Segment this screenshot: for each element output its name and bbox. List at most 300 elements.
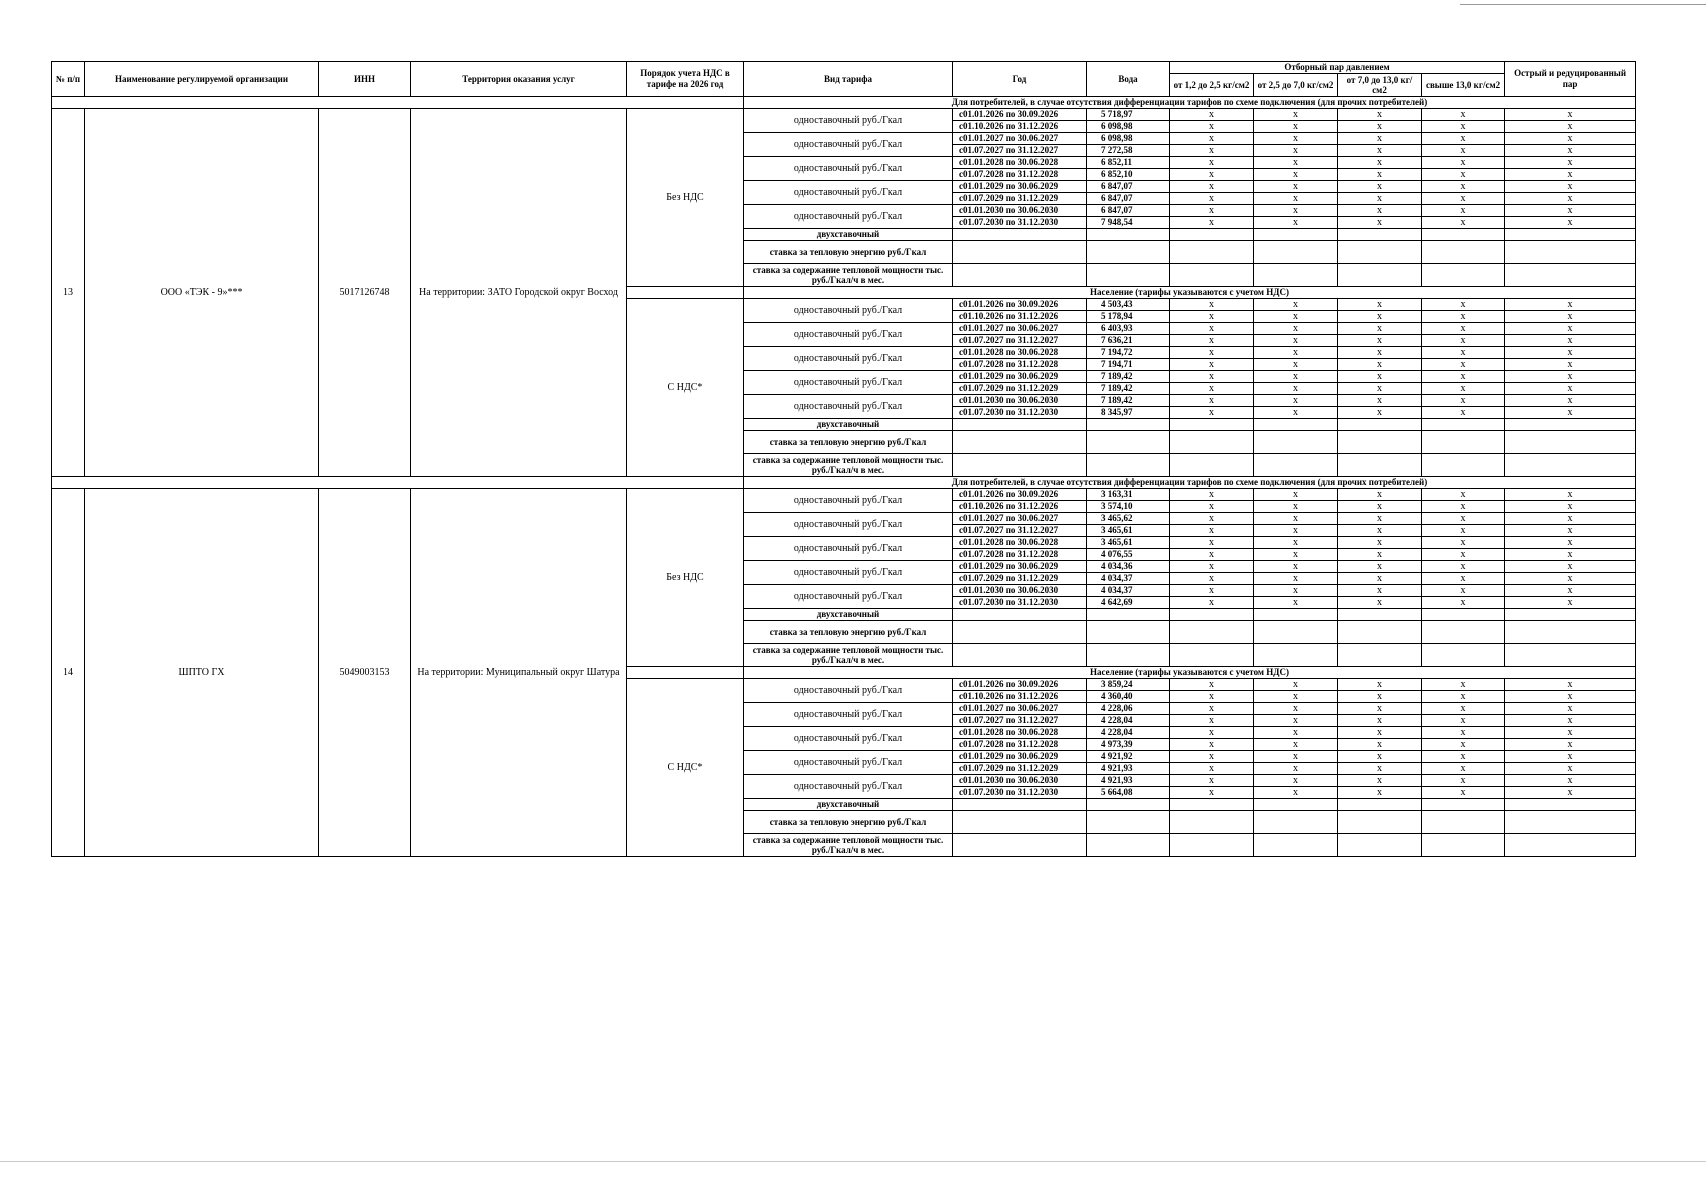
not-applicable-mark: x: [1422, 763, 1505, 775]
not-applicable-mark: x: [1422, 157, 1505, 169]
empty-cell: [1422, 454, 1505, 477]
not-applicable-mark: x: [1422, 537, 1505, 549]
not-applicable-mark: x: [1338, 597, 1422, 609]
not-applicable-mark: x: [1170, 703, 1254, 715]
not-applicable-mark: x: [1254, 395, 1338, 407]
org-territory: На территории: ЗАТО Городской округ Восход: [411, 109, 627, 477]
not-applicable-mark: x: [1170, 763, 1254, 775]
band-spacer: [627, 287, 744, 299]
not-applicable-mark: x: [1254, 703, 1338, 715]
period: с01.01.2029 по 30.06.2029: [953, 181, 1087, 193]
not-applicable-mark: x: [1505, 739, 1636, 751]
empty-cell: [1170, 454, 1254, 477]
water-value: 3 465,61: [1087, 525, 1170, 537]
empty-cell: [1505, 609, 1636, 621]
not-applicable-mark: x: [1254, 109, 1338, 121]
empty-cell: [1338, 609, 1422, 621]
water-value: 6 847,07: [1087, 193, 1170, 205]
not-applicable-mark: x: [1254, 383, 1338, 395]
tariff-type-one-rate: одноставочный руб./Гкал: [744, 775, 953, 799]
not-applicable-mark: x: [1170, 109, 1254, 121]
tariff-sheet: [51, 61, 1635, 857]
empty-cell: [953, 431, 1087, 454]
not-applicable-mark: x: [1422, 525, 1505, 537]
not-applicable-mark: x: [1505, 489, 1636, 501]
water-value: 7 272,58: [1087, 145, 1170, 157]
not-applicable-mark: x: [1170, 395, 1254, 407]
tariff-type-energy-rate: ставка за тепловую энергию руб./Гкал: [744, 621, 953, 644]
water-value: 3 163,31: [1087, 489, 1170, 501]
empty-cell: [1254, 419, 1338, 431]
not-applicable-mark: x: [1170, 691, 1254, 703]
not-applicable-mark: x: [1254, 751, 1338, 763]
water-value: 4 076,55: [1087, 549, 1170, 561]
not-applicable-mark: x: [1254, 299, 1338, 311]
empty-cell: [1422, 621, 1505, 644]
not-applicable-mark: x: [1338, 775, 1422, 787]
not-applicable-mark: x: [1170, 739, 1254, 751]
empty-cell: [953, 621, 1087, 644]
water-value: 5 718,97: [1087, 109, 1170, 121]
water-value: 7 194,71: [1087, 359, 1170, 371]
water-value: 7 948,54: [1087, 217, 1170, 229]
not-applicable-mark: x: [1254, 597, 1338, 609]
not-applicable-mark: x: [1422, 121, 1505, 133]
tariff-type-one-rate: одноставочный руб./Гкал: [744, 205, 953, 229]
empty-cell: [1505, 454, 1636, 477]
band-spacer: [52, 477, 744, 489]
empty-cell: [953, 799, 1087, 811]
not-applicable-mark: x: [1422, 727, 1505, 739]
not-applicable-mark: x: [1505, 133, 1636, 145]
empty-cell: [1338, 644, 1422, 667]
period: с01.01.2030 по 30.06.2030: [953, 585, 1087, 597]
empty-cell: [1422, 609, 1505, 621]
tariff-type-capacity-rate: ставка за содержание тепловой мощности тыс. руб./Гкал/ч в мес.: [744, 264, 953, 287]
empty-cell: [1170, 834, 1254, 857]
period: с01.10.2026 по 31.12.2026: [953, 501, 1087, 513]
header-pressure-3: от 7,0 до 13,0 кг/см2: [1338, 74, 1422, 97]
water-value: 6 852,10: [1087, 169, 1170, 181]
tariff-type-one-rate: одноставочный руб./Гкал: [744, 395, 953, 419]
empty-cell: [1087, 799, 1170, 811]
not-applicable-mark: x: [1505, 359, 1636, 371]
not-applicable-mark: x: [1422, 323, 1505, 335]
empty-cell: [1505, 621, 1636, 644]
water-value: 6 403,93: [1087, 323, 1170, 335]
not-applicable-mark: x: [1254, 335, 1338, 347]
header-steam-group: Отборный пар давлением: [1170, 62, 1505, 74]
empty-cell: [1422, 834, 1505, 857]
not-applicable-mark: x: [1254, 525, 1338, 537]
not-applicable-mark: x: [1505, 323, 1636, 335]
not-applicable-mark: x: [1422, 371, 1505, 383]
not-applicable-mark: x: [1254, 193, 1338, 205]
not-applicable-mark: x: [1170, 585, 1254, 597]
period: с01.07.2030 по 31.12.2030: [953, 787, 1087, 799]
water-value: 7 189,42: [1087, 371, 1170, 383]
header-inn: ИНН: [319, 62, 411, 97]
period: с01.07.2027 по 31.12.2027: [953, 715, 1087, 727]
empty-cell: [1254, 264, 1338, 287]
not-applicable-mark: x: [1505, 299, 1636, 311]
not-applicable-mark: x: [1338, 169, 1422, 181]
empty-cell: [1170, 609, 1254, 621]
empty-cell: [1338, 241, 1422, 264]
not-applicable-mark: x: [1254, 359, 1338, 371]
water-value: 6 098,98: [1087, 133, 1170, 145]
water-value: 4 921,93: [1087, 763, 1170, 775]
band-row-other: [52, 97, 1636, 109]
period: с01.01.2028 по 30.06.2028: [953, 157, 1087, 169]
period: с01.01.2030 по 30.06.2030: [953, 395, 1087, 407]
not-applicable-mark: x: [1338, 763, 1422, 775]
not-applicable-mark: x: [1170, 335, 1254, 347]
not-applicable-mark: x: [1505, 395, 1636, 407]
period: с01.01.2026 по 30.09.2026: [953, 679, 1087, 691]
not-applicable-mark: x: [1254, 727, 1338, 739]
header-territory: Территория оказания услуг: [411, 62, 627, 97]
not-applicable-mark: x: [1338, 679, 1422, 691]
period: с01.01.2026 по 30.09.2026: [953, 489, 1087, 501]
not-applicable-mark: x: [1170, 181, 1254, 193]
not-applicable-mark: x: [1338, 751, 1422, 763]
tariff-type-two-rate: двухставочный: [744, 419, 953, 431]
not-applicable-mark: x: [1338, 109, 1422, 121]
not-applicable-mark: x: [1338, 561, 1422, 573]
not-applicable-mark: x: [1170, 145, 1254, 157]
tariff-type-one-rate: одноставочный руб./Гкал: [744, 727, 953, 751]
header-sharp-steam: Острый и редуцированный пар: [1505, 62, 1636, 97]
water-value: 4 360,40: [1087, 691, 1170, 703]
empty-cell: [1254, 811, 1338, 834]
tariff-type-one-rate: одноставочный руб./Гкал: [744, 133, 953, 157]
empty-cell: [1422, 241, 1505, 264]
not-applicable-mark: x: [1254, 775, 1338, 787]
not-applicable-mark: x: [1254, 133, 1338, 145]
empty-cell: [1338, 419, 1422, 431]
tariff-type-one-rate: одноставочный руб./Гкал: [744, 157, 953, 181]
not-applicable-mark: x: [1422, 751, 1505, 763]
not-applicable-mark: x: [1338, 157, 1422, 169]
tariff-type-one-rate: одноставочный руб./Гкал: [744, 561, 953, 585]
not-applicable-mark: x: [1254, 217, 1338, 229]
not-applicable-mark: x: [1338, 727, 1422, 739]
header-tariff-type: Вид тарифа: [744, 62, 953, 97]
header-pressure-1: от 1,2 до 2,5 кг/см2: [1170, 74, 1254, 97]
not-applicable-mark: x: [1170, 597, 1254, 609]
tariff-type-two-rate: двухставочный: [744, 229, 953, 241]
not-applicable-mark: x: [1422, 513, 1505, 525]
not-applicable-mark: x: [1170, 205, 1254, 217]
not-applicable-mark: x: [1422, 489, 1505, 501]
water-value: 4 034,37: [1087, 573, 1170, 585]
not-applicable-mark: x: [1505, 157, 1636, 169]
not-applicable-mark: x: [1170, 561, 1254, 573]
header-org: Наименование регулируемой организации: [85, 62, 319, 97]
empty-cell: [1338, 834, 1422, 857]
water-value: 4 642,69: [1087, 597, 1170, 609]
period: с01.01.2029 по 30.06.2029: [953, 751, 1087, 763]
not-applicable-mark: x: [1170, 549, 1254, 561]
not-applicable-mark: x: [1505, 311, 1636, 323]
water-value: 3 859,24: [1087, 679, 1170, 691]
water-value: 7 189,42: [1087, 395, 1170, 407]
water-value: 4 034,37: [1087, 585, 1170, 597]
not-applicable-mark: x: [1254, 489, 1338, 501]
not-applicable-mark: x: [1170, 715, 1254, 727]
not-applicable-mark: x: [1422, 407, 1505, 419]
not-applicable-mark: x: [1422, 205, 1505, 217]
period: с01.10.2026 по 31.12.2026: [953, 311, 1087, 323]
not-applicable-mark: x: [1338, 691, 1422, 703]
not-applicable-mark: x: [1170, 513, 1254, 525]
period: с01.07.2029 по 31.12.2029: [953, 763, 1087, 775]
water-value: 3 465,62: [1087, 513, 1170, 525]
empty-cell: [1338, 229, 1422, 241]
water-value: 4 228,04: [1087, 715, 1170, 727]
tariff-type-one-rate: одноставочный руб./Гкал: [744, 347, 953, 371]
vat-order-without: Без НДС: [627, 489, 744, 667]
not-applicable-mark: x: [1338, 217, 1422, 229]
header-vat-order: Порядок учета НДС в тарифе на 2026 год: [627, 62, 744, 97]
not-applicable-mark: x: [1338, 703, 1422, 715]
tariff-type-one-rate: одноставочный руб./Гкал: [744, 489, 953, 513]
not-applicable-mark: x: [1170, 573, 1254, 585]
period: с01.10.2026 по 31.12.2026: [953, 691, 1087, 703]
empty-cell: [1254, 799, 1338, 811]
not-applicable-mark: x: [1505, 513, 1636, 525]
not-applicable-mark: x: [1422, 311, 1505, 323]
not-applicable-mark: x: [1422, 193, 1505, 205]
not-applicable-mark: x: [1505, 193, 1636, 205]
scan-artifact-bottom: [0, 1161, 1706, 1162]
not-applicable-mark: x: [1338, 573, 1422, 585]
tariff-type-one-rate: одноставочный руб./Гкал: [744, 323, 953, 347]
period: с01.01.2027 по 30.06.2027: [953, 703, 1087, 715]
empty-cell: [1254, 609, 1338, 621]
not-applicable-mark: x: [1254, 181, 1338, 193]
not-applicable-mark: x: [1170, 537, 1254, 549]
empty-cell: [1422, 229, 1505, 241]
not-applicable-mark: x: [1254, 323, 1338, 335]
water-value: 4 921,93: [1087, 775, 1170, 787]
empty-cell: [1170, 419, 1254, 431]
not-applicable-mark: x: [1505, 751, 1636, 763]
empty-cell: [1087, 431, 1170, 454]
period: с01.01.2029 по 30.06.2029: [953, 371, 1087, 383]
not-applicable-mark: x: [1422, 169, 1505, 181]
not-applicable-mark: x: [1505, 383, 1636, 395]
org-name: ШПТО ГХ: [85, 489, 319, 857]
water-value: 4 973,39: [1087, 739, 1170, 751]
not-applicable-mark: x: [1254, 549, 1338, 561]
band-spacer: [52, 97, 744, 109]
not-applicable-mark: x: [1254, 169, 1338, 181]
not-applicable-mark: x: [1505, 691, 1636, 703]
not-applicable-mark: x: [1254, 679, 1338, 691]
not-applicable-mark: x: [1254, 145, 1338, 157]
water-value: 4 034,36: [1087, 561, 1170, 573]
water-value: 7 189,42: [1087, 383, 1170, 395]
not-applicable-mark: x: [1338, 739, 1422, 751]
empty-cell: [1338, 621, 1422, 644]
period: с01.07.2027 по 31.12.2027: [953, 145, 1087, 157]
period: с01.07.2027 по 31.12.2027: [953, 525, 1087, 537]
org-inn: 5017126748: [319, 109, 411, 477]
empty-cell: [1087, 454, 1170, 477]
not-applicable-mark: x: [1170, 217, 1254, 229]
empty-cell: [1170, 799, 1254, 811]
water-value: 4 228,04: [1087, 727, 1170, 739]
not-applicable-mark: x: [1505, 109, 1636, 121]
period: с01.07.2029 по 31.12.2029: [953, 193, 1087, 205]
not-applicable-mark: x: [1505, 775, 1636, 787]
tariff-type-two-rate: двухставочный: [744, 799, 953, 811]
not-applicable-mark: x: [1422, 679, 1505, 691]
tariff-type-one-rate: одноставочный руб./Гкал: [744, 585, 953, 609]
empty-cell: [1254, 834, 1338, 857]
not-applicable-mark: x: [1170, 489, 1254, 501]
not-applicable-mark: x: [1170, 787, 1254, 799]
empty-cell: [1170, 811, 1254, 834]
not-applicable-mark: x: [1505, 549, 1636, 561]
empty-cell: [1505, 811, 1636, 834]
not-applicable-mark: x: [1505, 703, 1636, 715]
not-applicable-mark: x: [1422, 715, 1505, 727]
water-value: 4 921,92: [1087, 751, 1170, 763]
empty-cell: [1254, 241, 1338, 264]
period: с01.01.2027 по 30.06.2027: [953, 323, 1087, 335]
not-applicable-mark: x: [1254, 121, 1338, 133]
tariff-type-one-rate: одноставочный руб./Гкал: [744, 371, 953, 395]
not-applicable-mark: x: [1422, 787, 1505, 799]
empty-cell: [953, 644, 1087, 667]
water-value: 6 847,07: [1087, 205, 1170, 217]
not-applicable-mark: x: [1338, 395, 1422, 407]
not-applicable-mark: x: [1505, 347, 1636, 359]
tariff-type-one-rate: одноставочный руб./Гкал: [744, 751, 953, 775]
empty-cell: [1254, 454, 1338, 477]
tariff-type-one-rate: одноставочный руб./Гкал: [744, 703, 953, 727]
header-pressure-4: свыше 13,0 кг/см2: [1422, 74, 1505, 97]
not-applicable-mark: x: [1170, 323, 1254, 335]
water-value: 6 852,11: [1087, 157, 1170, 169]
not-applicable-mark: x: [1505, 585, 1636, 597]
not-applicable-mark: x: [1422, 145, 1505, 157]
period: с01.01.2028 по 30.06.2028: [953, 537, 1087, 549]
period: с01.01.2030 по 30.06.2030: [953, 205, 1087, 217]
not-applicable-mark: x: [1170, 299, 1254, 311]
band-label: Население (тарифы указываются с учетом НДС): [744, 287, 1636, 299]
not-applicable-mark: x: [1338, 359, 1422, 371]
empty-cell: [1087, 609, 1170, 621]
not-applicable-mark: x: [1505, 181, 1636, 193]
period: с01.01.2027 по 30.06.2027: [953, 513, 1087, 525]
period: с01.07.2030 по 31.12.2030: [953, 407, 1087, 419]
empty-cell: [953, 834, 1087, 857]
tariff-type-one-rate: одноставочный руб./Гкал: [744, 679, 953, 703]
not-applicable-mark: x: [1254, 371, 1338, 383]
period: с01.01.2028 по 30.06.2028: [953, 727, 1087, 739]
not-applicable-mark: x: [1338, 513, 1422, 525]
not-applicable-mark: x: [1422, 573, 1505, 585]
not-applicable-mark: x: [1505, 715, 1636, 727]
band-spacer: [627, 667, 744, 679]
vat-order-with: С НДС*: [627, 299, 744, 477]
not-applicable-mark: x: [1422, 585, 1505, 597]
not-applicable-mark: x: [1254, 537, 1338, 549]
not-applicable-mark: x: [1338, 585, 1422, 597]
not-applicable-mark: x: [1422, 299, 1505, 311]
tariff-row: [52, 489, 1636, 501]
not-applicable-mark: x: [1422, 347, 1505, 359]
not-applicable-mark: x: [1254, 513, 1338, 525]
header-pressure-2: от 2,5 до 7,0 кг/см2: [1254, 74, 1338, 97]
empty-cell: [1087, 811, 1170, 834]
not-applicable-mark: x: [1422, 501, 1505, 513]
org-territory: На территории: Муниципальный округ Шатура: [411, 489, 627, 857]
not-applicable-mark: x: [1338, 715, 1422, 727]
not-applicable-mark: x: [1505, 121, 1636, 133]
not-applicable-mark: x: [1338, 205, 1422, 217]
not-applicable-mark: x: [1338, 311, 1422, 323]
empty-cell: [1505, 264, 1636, 287]
not-applicable-mark: x: [1170, 311, 1254, 323]
vat-order-without: Без НДС: [627, 109, 744, 287]
period: с01.01.2026 по 30.09.2026: [953, 299, 1087, 311]
not-applicable-mark: x: [1338, 181, 1422, 193]
not-applicable-mark: x: [1254, 347, 1338, 359]
not-applicable-mark: x: [1505, 335, 1636, 347]
not-applicable-mark: x: [1254, 205, 1338, 217]
period: с01.07.2028 по 31.12.2028: [953, 549, 1087, 561]
empty-cell: [1087, 419, 1170, 431]
band-label: Для потребителей, в случае отсутствия дифференциации тарифов по схеме подключения (для прочих потребителей): [744, 97, 1636, 109]
period: с01.07.2028 по 31.12.2028: [953, 739, 1087, 751]
not-applicable-mark: x: [1505, 525, 1636, 537]
period: с01.07.2027 по 31.12.2027: [953, 335, 1087, 347]
empty-cell: [1422, 431, 1505, 454]
header-row-1: [52, 62, 1636, 74]
tariff-table: [51, 61, 1636, 857]
not-applicable-mark: x: [1422, 109, 1505, 121]
tariff-type-energy-rate: ставка за тепловую энергию руб./Гкал: [744, 431, 953, 454]
empty-cell: [1338, 264, 1422, 287]
not-applicable-mark: x: [1338, 525, 1422, 537]
not-applicable-mark: x: [1170, 383, 1254, 395]
not-applicable-mark: x: [1254, 787, 1338, 799]
water-value: 7 636,21: [1087, 335, 1170, 347]
not-applicable-mark: x: [1505, 169, 1636, 181]
not-applicable-mark: x: [1254, 157, 1338, 169]
tariff-type-capacity-rate: ставка за содержание тепловой мощности тыс. руб./Гкал/ч в мес.: [744, 644, 953, 667]
empty-cell: [1170, 241, 1254, 264]
not-applicable-mark: x: [1254, 573, 1338, 585]
not-applicable-mark: x: [1338, 347, 1422, 359]
not-applicable-mark: x: [1170, 359, 1254, 371]
empty-cell: [1338, 811, 1422, 834]
empty-cell: [1338, 454, 1422, 477]
empty-cell: [1170, 229, 1254, 241]
tariff-type-two-rate: двухставочный: [744, 609, 953, 621]
period: с01.01.2028 по 30.06.2028: [953, 347, 1087, 359]
not-applicable-mark: x: [1170, 525, 1254, 537]
not-applicable-mark: x: [1505, 537, 1636, 549]
empty-cell: [1422, 799, 1505, 811]
not-applicable-mark: x: [1338, 323, 1422, 335]
empty-cell: [1338, 799, 1422, 811]
